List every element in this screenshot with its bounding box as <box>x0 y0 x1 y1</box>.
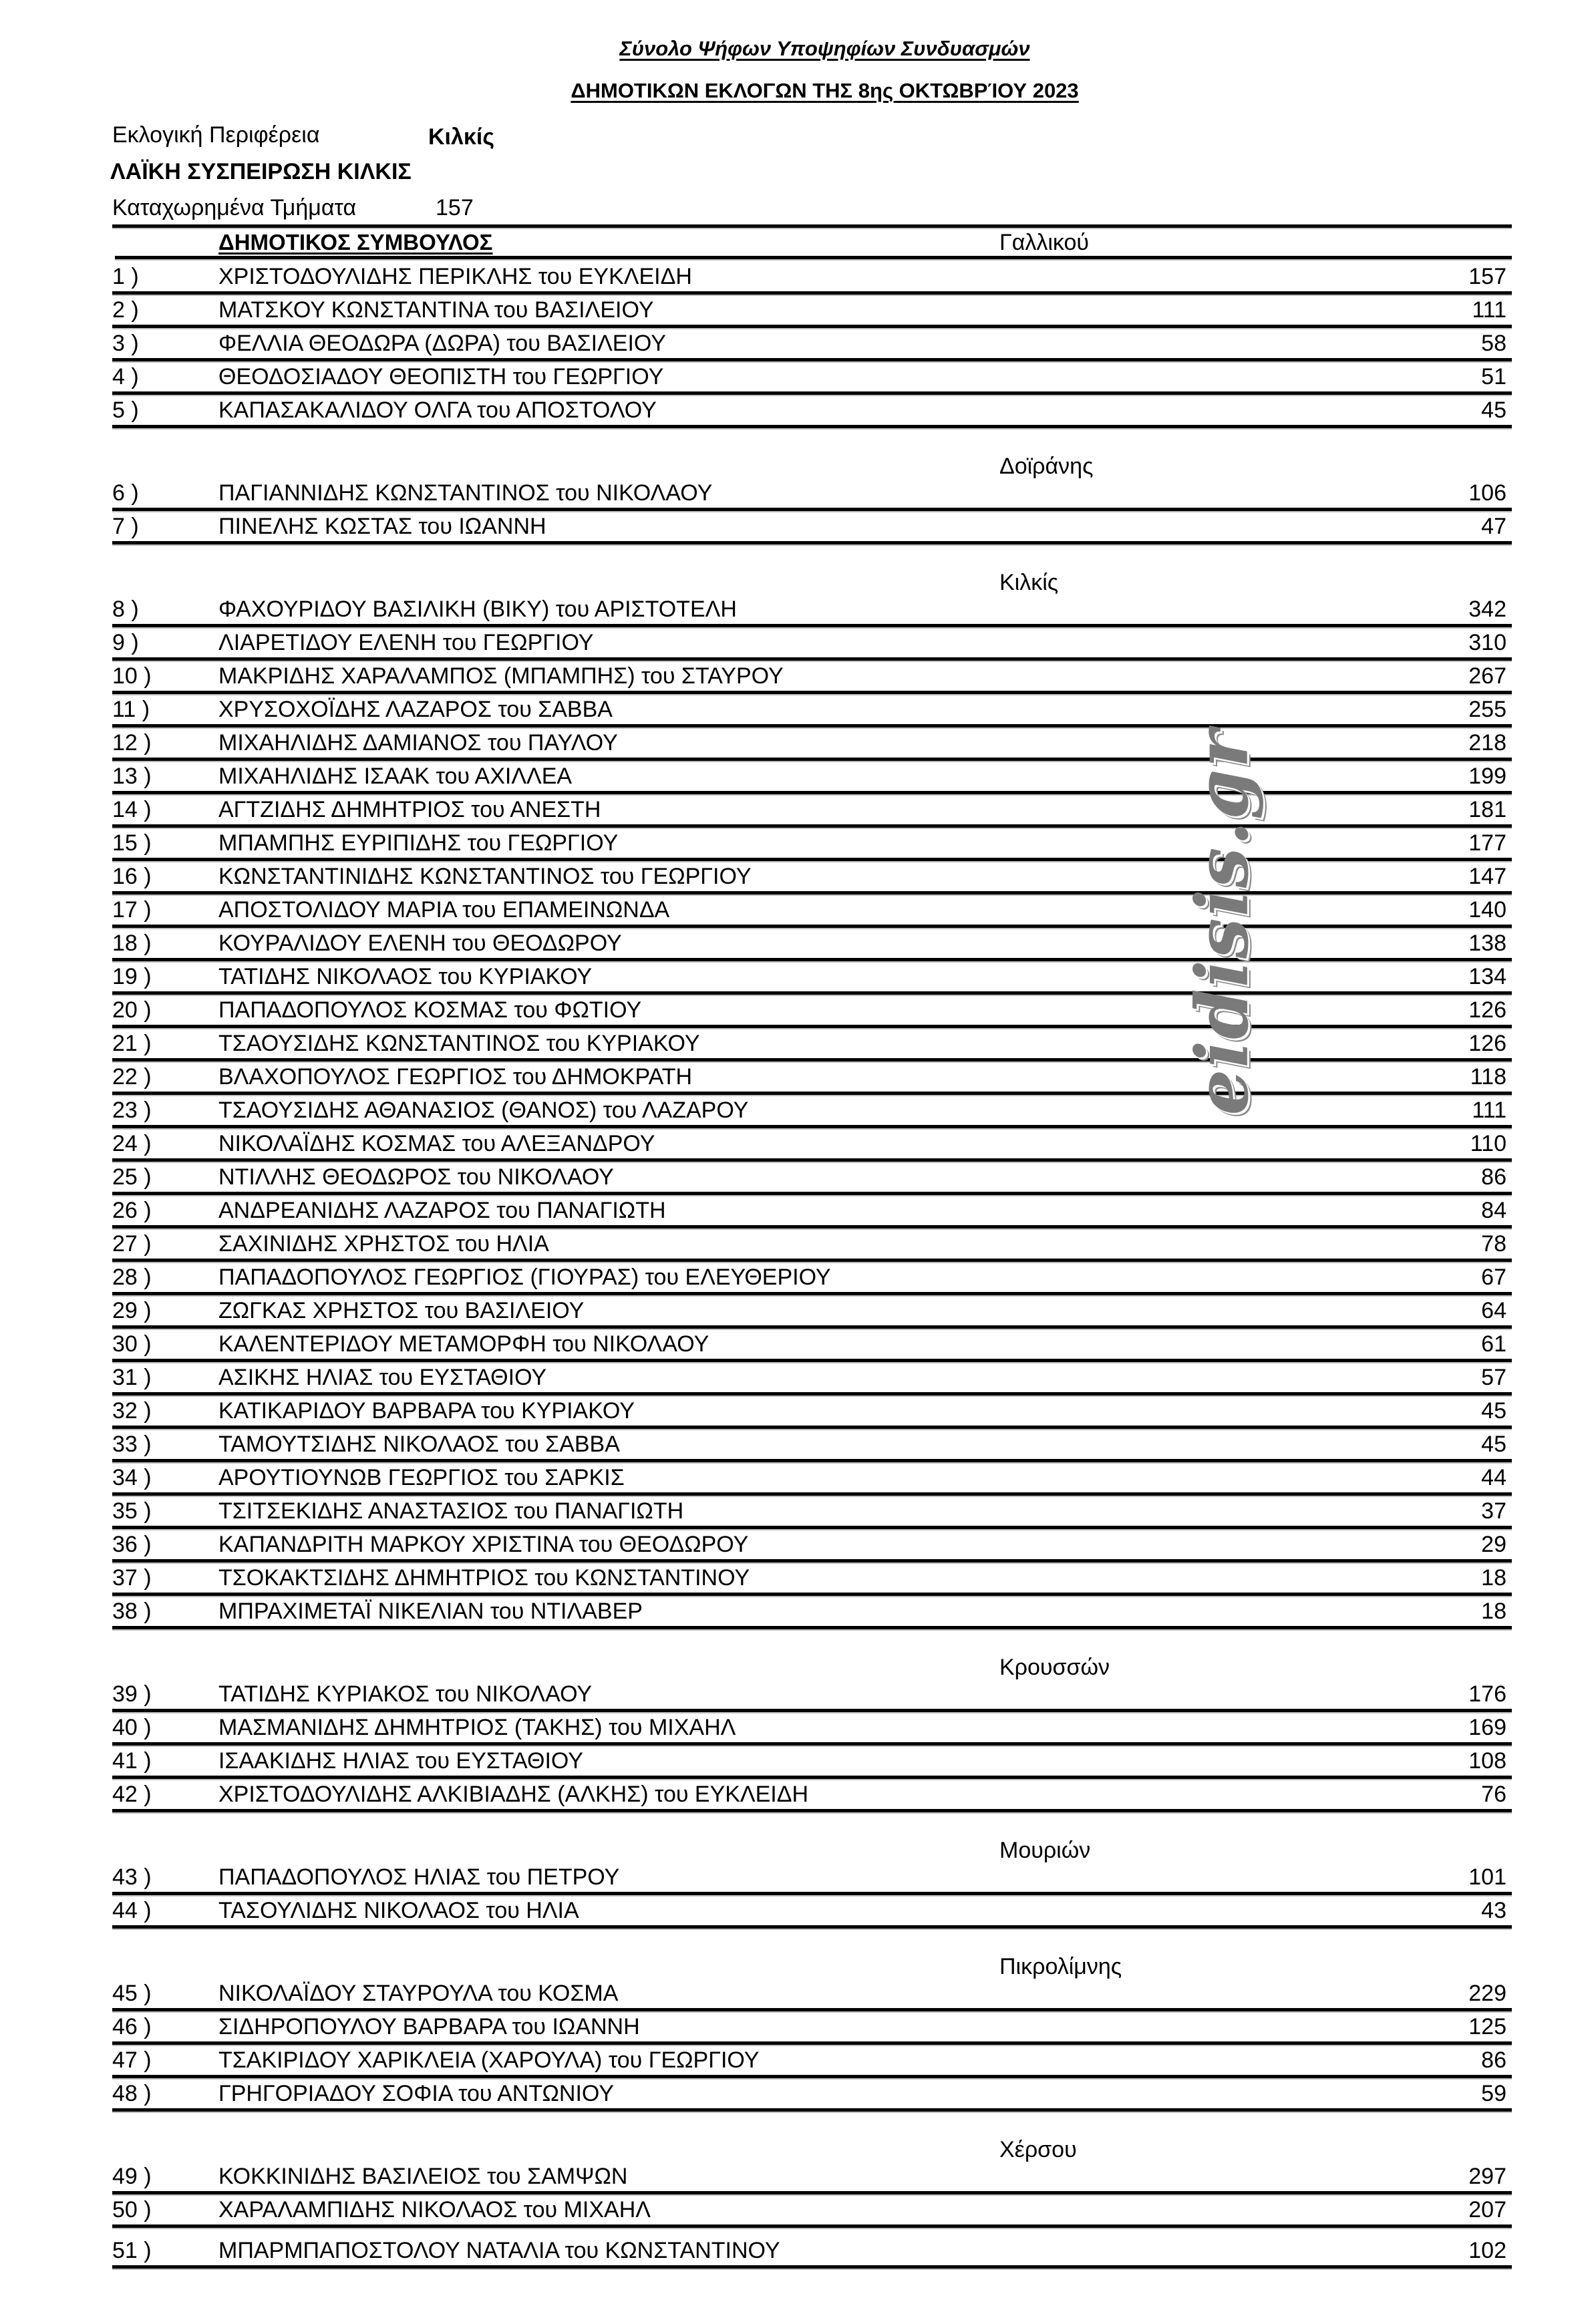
vote-count: 126 <box>1468 1031 1506 1056</box>
vote-count: 86 <box>1481 2047 1506 2073</box>
vote-count: 207 <box>1468 2197 1506 2222</box>
table-row <box>112 1029 1512 1061</box>
table-row <box>112 1597 1512 1629</box>
candidate-name: ΤΑΣΟΥΛΙΔΗΣ ΝΙΚΟΛΑΟΣ του ΗΛΙΑ <box>218 1898 579 1923</box>
row-number: 42 ) <box>112 1782 152 1807</box>
vote-count: 310 <box>1468 630 1506 655</box>
vote-count: 67 <box>1481 1265 1506 1290</box>
candidate-name: ΜΑΤΣΚΟΥ ΚΩΝΣΤΑΝΤΙΝΑ του ΒΑΣΙΛΕΙΟΥ <box>218 297 654 323</box>
vote-count: 267 <box>1468 663 1506 689</box>
candidate-name: ΑΝΔΡΕΑΝΙΔΗΣ ΛΑΖΑΡΟΣ του ΠΑΝΑΓΙΩΤΗ <box>218 1198 666 1223</box>
table-row <box>112 1680 1512 1712</box>
table-row <box>112 629 1512 661</box>
vote-count: 297 <box>1468 2164 1506 2189</box>
document-subtitle: ΔΗΜΟΤΙΚΩΝ ΕΚΛΟΓΩΝ ΤΗΣ 8ης ΟΚΤΩΒΡΊΟΥ 2023 <box>571 79 1079 102</box>
table-row <box>112 1979 1512 2011</box>
table-row <box>112 2196 1512 2228</box>
table-row <box>112 1863 1512 1895</box>
candidate-name: ΧΡΙΣΤΟΔΟΥΛΙΔΗΣ ΑΛΚΙΒΙΑΔΗΣ (ΑΛΚΗΣ) του ΕΥΚΛΕΙΔΗ <box>218 1782 809 1807</box>
row-number: 8 ) <box>112 597 139 622</box>
vote-count: 45 <box>1481 397 1506 423</box>
table-row <box>112 363 1512 395</box>
table-row <box>112 762 1512 794</box>
table-row <box>112 1330 1512 1362</box>
row-number: 36 ) <box>112 1532 152 1557</box>
candidate-name: ΒΛΑΧΟΠΟΥΛΟΣ ΓΕΩΡΓΙΟΣ του ΔΗΜΟΚΡΑΤΗ <box>218 1064 693 1090</box>
row-number: 5 ) <box>112 397 139 423</box>
vote-count: 106 <box>1468 480 1506 506</box>
table-row <box>112 862 1512 894</box>
row-number: 7 ) <box>112 514 139 539</box>
row-number: 16 ) <box>112 864 152 889</box>
vote-count: 84 <box>1481 1198 1506 1223</box>
table-row <box>112 896 1512 928</box>
table-row <box>112 996 1512 1028</box>
vote-count: 199 <box>1468 764 1506 789</box>
document-title: Σύνολο Ψήφων Υποψηφίων Συνδυασμών <box>619 37 1030 60</box>
table-body <box>112 261 1512 2269</box>
vote-count: 86 <box>1481 1164 1506 1190</box>
row-number: 9 ) <box>112 630 139 655</box>
table-row <box>112 1430 1512 1462</box>
vote-count: 140 <box>1468 897 1506 923</box>
candidate-name: ΤΣΑΟΥΣΙΔΗΣ ΚΩΝΣΤΑΝΤΙΝΟΣ του ΚΥΡΙΑΚΟΥ <box>218 1031 700 1056</box>
row-number: 40 ) <box>112 1715 152 1740</box>
row-number: 15 ) <box>112 830 152 856</box>
section-label: Κιλκίς <box>999 570 1059 595</box>
candidate-name: ΠΑΠΑΔΟΠΟΥΛΟΣ ΗΛΙΑΣ του ΠΕΤΡΟΥ <box>218 1864 620 1890</box>
candidates-table <box>112 230 1512 2270</box>
candidate-name: ΜΑΣΜΑΝΙΔΗΣ ΔΗΜΗΤΡΙΟΣ (ΤΑΚΗΣ) του ΜΙΧΑΗΛ <box>218 1715 736 1740</box>
candidate-name: ΝΙΚΟΛΑΪΔΗΣ ΚΟΣΜΑΣ του ΑΛΕΞΑΝΔΡΟΥ <box>218 1131 655 1156</box>
candidate-name: ΘΕΟΔΟΣΙΑΔΟΥ ΘΕΟΠΙΣΤΗ του ΓΕΩΡΓΙΟΥ <box>218 364 664 389</box>
vote-count: 342 <box>1468 597 1506 622</box>
section-label: Δοϊράνης <box>999 454 1094 479</box>
table-row <box>112 963 1512 995</box>
row-number: 35 ) <box>112 1498 152 1524</box>
row-number: 18 ) <box>112 931 152 956</box>
vote-count: 181 <box>1468 797 1506 822</box>
row-number: 10 ) <box>112 663 152 689</box>
row-number: 45 ) <box>112 1981 152 2006</box>
candidate-name: ΖΩΓΚΑΣ ΧΡΗΣΤΟΣ του ΒΑΣΙΛΕΙΟΥ <box>218 1298 585 1323</box>
header-rule <box>115 256 1512 261</box>
candidate-name: ΠΑΓΙΑΝΝΙΔΗΣ ΚΩΝΣΤΑΝΤΙΝΟΣ του ΝΙΚΟΛΑΟΥ <box>218 480 713 506</box>
table-row <box>112 1896 1512 1929</box>
candidate-name: ΤΑΤΙΔΗΣ ΚΥΡΙΑΚΟΣ του ΝΙΚΟΛΑΟΥ <box>218 1681 593 1707</box>
candidate-name: ΜΙΧΑΗΛΙΔΗΣ ΙΣΑΑΚ του ΑΧΙΛΛΕΑ <box>218 764 573 789</box>
candidate-name: ΓΡΗΓΟΡΙΑΔΟΥ ΣΟΦΙΑ του ΑΝΤΩΝΙΟΥ <box>218 2081 614 2106</box>
table-row <box>112 2013 1512 2045</box>
section-heading <box>112 430 1512 479</box>
section-heading <box>112 1930 1512 1979</box>
row-number: 27 ) <box>112 1231 152 1257</box>
table-row <box>112 1263 1512 1295</box>
table-row <box>112 512 1512 544</box>
vote-count: 18 <box>1481 1565 1506 1591</box>
vote-count: 111 <box>1472 1098 1506 1123</box>
table-row <box>112 1397 1512 1429</box>
table-row <box>112 2162 1512 2194</box>
vote-count: 169 <box>1468 1715 1506 1740</box>
table-row <box>112 329 1512 361</box>
row-number: 4 ) <box>112 364 139 389</box>
candidate-name: ΚΑΠΑΝΔΡΙΤΗ ΜΑΡΚΟΥ ΧΡΙΣΤΙΝΑ του ΘΕΟΔΩΡΟΥ <box>218 1532 749 1557</box>
section-label: Μουριών <box>999 1838 1091 1863</box>
registered-sections-value: 157 <box>436 195 474 220</box>
candidate-name: ΚΑΤΙΚΑΡΙΔΟΥ ΒΑΡΒΑΡΑ του ΚΥΡΙΑΚΟΥ <box>218 1398 635 1424</box>
candidate-name: ΚΑΛΕΝΤΕΡΙΔΟΥ ΜΕΤΑΜΟΡΦΗ του ΝΙΚΟΛΑΟΥ <box>218 1331 709 1357</box>
vote-count: 147 <box>1468 864 1506 889</box>
vote-count: 134 <box>1468 964 1506 989</box>
candidate-name: ΤΣΑΚΙΡΙΔΟΥ ΧΑΡΙΚΛΕΙΑ (ΧΑΡΟΥΛΑ) του ΓΕΩΡΓΙΟΥ <box>218 2047 760 2073</box>
table-row <box>112 396 1512 428</box>
vote-count: 138 <box>1468 931 1506 956</box>
row-number: 2 ) <box>112 297 139 323</box>
candidate-name: ΚΟΥΡΑΛΙΔΟΥ ΕΛΕΝΗ του ΘΕΟΔΩΡΟΥ <box>218 931 622 956</box>
table-row <box>112 1063 1512 1095</box>
table-row <box>112 1163 1512 1195</box>
row-number: 32 ) <box>112 1398 152 1424</box>
table-row <box>112 1230 1512 1262</box>
vote-count: 78 <box>1481 1231 1506 1257</box>
column-header-councillor: ΔΗΜΟΤΙΚΟΣ ΣΥΜΒΟΥΛΟΣ <box>218 230 493 255</box>
vote-count: 157 <box>1468 264 1506 289</box>
row-number: 50 ) <box>112 2197 152 2222</box>
candidate-name: ΚΑΠΑΣΑΚΑΛΙΔΟΥ ΟΛΓΑ του ΑΠΟΣΤΟΛΟΥ <box>218 397 657 423</box>
row-number: 29 ) <box>112 1298 152 1323</box>
vote-count: 255 <box>1468 697 1506 722</box>
section-heading <box>112 546 1512 595</box>
candidate-name: ΝΤΙΛΛΗΣ ΘΕΟΔΩΡΟΣ του ΝΙΚΟΛΑΟΥ <box>218 1164 614 1190</box>
row-number: 3 ) <box>112 331 139 356</box>
vote-count: 76 <box>1481 1782 1506 1807</box>
candidate-name: ΧΡΥΣΟΧΟΪΔΗΣ ΛΑΖΑΡΟΣ του ΣΑΒΒΑ <box>218 697 613 722</box>
candidate-name: ΙΣΑΑΚΙΔΗΣ ΗΛΙΑΣ του ΕΥΣΤΑΘΙΟΥ <box>218 1748 583 1774</box>
section-label: Πικρολίμνης <box>999 1954 1122 1979</box>
vote-count: 102 <box>1468 2238 1506 2263</box>
vote-count: 118 <box>1470 1064 1506 1090</box>
table-row <box>112 296 1512 328</box>
row-number: 44 ) <box>112 1898 152 1923</box>
watermark-text: eidisis.gr <box>1180 728 1265 1116</box>
vote-count: 229 <box>1468 1981 1506 2006</box>
table-row <box>112 1464 1512 1496</box>
row-number: 21 ) <box>112 1031 152 1056</box>
vote-count: 58 <box>1481 331 1506 356</box>
candidate-name: ΣΙΔΗΡΟΠΟΥΛΟΥ ΒΑΡΒΑΡΑ του ΙΩΑΝΝΗ <box>218 2014 640 2039</box>
table-row <box>112 1747 1512 1779</box>
header-top-rule <box>112 224 1512 229</box>
table-row <box>112 1130 1512 1162</box>
row-number: 13 ) <box>112 764 152 789</box>
table-row <box>112 695 1512 727</box>
candidate-name: ΤΣΟΚΑΚΤΣΙΔΗΣ ΔΗΜΗΤΡΙΟΣ του ΚΩΝΣΤΑΝΤΙΝΟΥ <box>218 1565 750 1591</box>
vote-count: 126 <box>1468 997 1506 1023</box>
table-row <box>112 2046 1512 2078</box>
candidate-name: ΤΑΤΙΔΗΣ ΝΙΚΟΛΑΟΣ του ΚΥΡΙΑΚΟΥ <box>218 964 593 989</box>
candidate-name: ΚΩΝΣΤΑΝΤΙΝΙΔΗΣ ΚΩΝΣΤΑΝΤΙΝΟΣ του ΓΕΩΡΓΙΟΥ <box>218 864 752 889</box>
table-row <box>112 829 1512 861</box>
row-number: 17 ) <box>112 897 152 923</box>
vote-count: 45 <box>1481 1432 1506 1457</box>
row-number: 14 ) <box>112 797 152 822</box>
row-number: 47 ) <box>112 2047 152 2073</box>
row-number: 24 ) <box>112 1131 152 1156</box>
section-label: Κρουσσών <box>999 1655 1110 1680</box>
vote-count: 47 <box>1481 514 1506 539</box>
candidate-name: ΤΣΙΤΣΕΚΙΔΗΣ ΑΝΑΣΤΑΣΙΟΣ του ΠΑΝΑΓΙΩΤΗ <box>218 1498 684 1524</box>
row-number: 43 ) <box>112 1864 152 1890</box>
row-number: 6 ) <box>112 480 139 506</box>
candidate-name: ΦΑΧΟΥΡΙΔΟΥ ΒΑΣΙΛΙΚΗ (ΒΙΚΥ) του ΑΡΙΣΤΟΤΕΛΗ <box>218 597 737 622</box>
table-row <box>112 1297 1512 1329</box>
candidate-name: ΑΣΙΚΗΣ ΗΛΙΑΣ του ΕΥΣΤΑΘΙΟΥ <box>218 1365 547 1390</box>
table-row <box>112 1497 1512 1529</box>
candidate-name: ΜΠΑΜΠΗΣ ΕΥΡΙΠΙΔΗΣ του ΓΕΩΡΓΙΟΥ <box>218 830 619 856</box>
candidate-name: ΣΑΧΙΝΙΔΗΣ ΧΡΗΣΤΟΣ του ΗΛΙΑ <box>218 1231 549 1257</box>
vote-count: 57 <box>1481 1365 1506 1390</box>
row-number: 12 ) <box>112 730 152 756</box>
row-number: 19 ) <box>112 964 152 989</box>
candidate-name: ΠΑΠΑΔΟΠΟΥΛΟΣ ΓΕΩΡΓΙΟΣ (ΓΙΟΥΡΑΣ) του ΕΛΕΥΘΕΡΙΟΥ <box>218 1265 831 1290</box>
candidate-name: ΤΣΑΟΥΣΙΔΗΣ ΑΘΑΝΑΣΙΟΣ (ΘΑΝΟΣ) του ΛΑΖΑΡΟΥ <box>218 1098 749 1123</box>
vote-count: 111 <box>1472 297 1506 323</box>
row-number: 11 ) <box>112 697 150 722</box>
row-number: 37 ) <box>112 1565 152 1591</box>
vote-count: 101 <box>1468 1864 1506 1890</box>
row-number: 38 ) <box>112 1599 152 1624</box>
table-row <box>112 1564 1512 1596</box>
candidate-name: ΤΑΜΟΥΤΣΙΔΗΣ ΝΙΚΟΛΑΟΣ του ΣΑΒΒΑ <box>218 1432 620 1457</box>
row-number: 51 ) <box>112 2238 152 2263</box>
row-number: 1 ) <box>112 264 139 289</box>
vote-count: 18 <box>1481 1599 1506 1624</box>
candidate-name: ΧΑΡΑΛΑΜΠΙΔΗΣ ΝΙΚΟΛΑΟΣ του ΜΙΧΑΗΛ <box>218 2197 651 2222</box>
row-number: 28 ) <box>112 1265 152 1290</box>
vote-count: 176 <box>1468 1681 1506 1707</box>
table-row <box>112 1363 1512 1395</box>
candidate-name: ΧΡΙΣΤΟΔΟΥΛΙΔΗΣ ΠΕΡΙΚΛΗΣ του ΕΥΚΛΕΙΔΗ <box>218 264 692 289</box>
party-name: ΛΑΪΚΗ ΣΥΣΠΕΙΡΩΣΗ ΚΙΛΚΙΣ <box>110 159 412 184</box>
vote-count: 43 <box>1481 1898 1506 1923</box>
vote-count: 218 <box>1468 730 1506 756</box>
vote-count: 61 <box>1481 1331 1506 1357</box>
candidate-name: ΑΡΟΥΤΙΟΥΝΩΒ ΓΕΩΡΓΙΟΣ του ΣΑΡΚΙΣ <box>218 1465 625 1490</box>
candidate-name: ΜΙΧΑΗΛΙΔΗΣ ΔΑΜΙΑΝΟΣ του ΠΑΥΛΟΥ <box>218 730 618 756</box>
table-row <box>112 1196 1512 1228</box>
row-number: 30 ) <box>112 1331 152 1357</box>
vote-count: 177 <box>1468 830 1506 856</box>
row-number: 49 ) <box>112 2164 152 2189</box>
registered-sections-label: Καταχωρημένα Τμήματα <box>112 195 357 220</box>
row-number: 26 ) <box>112 1198 152 1223</box>
candidate-name: ΠΑΠΑΔΟΠΟΥΛΟΣ ΚΟΣΜΑΣ του ΦΩΤΙΟΥ <box>218 997 642 1023</box>
row-number: 33 ) <box>112 1432 152 1457</box>
candidate-name: ΜΠΡΑΧΙΜΕΤΑΪ ΝΙΚΕΛΙΑΝ του ΝΤΙΛΑΒΕΡ <box>218 1599 643 1624</box>
candidate-name: ΝΙΚΟΛΑΪΔΟΥ ΣΤΑΥΡΟΥΛΑ του ΚΟΣΜΑ <box>218 1981 619 2006</box>
candidate-name: ΜΑΚΡΙΔΗΣ ΧΑΡΑΛΑΜΠΟΣ (ΜΠΑΜΠΗΣ) του ΣΤΑΥΡΟΥ <box>218 663 784 689</box>
table-row <box>112 261 1512 295</box>
district-value: Κιλκίς <box>428 124 494 150</box>
table-row <box>112 2080 1512 2112</box>
vote-count: 44 <box>1481 1465 1506 1490</box>
table-row <box>112 1530 1512 1562</box>
vote-count: 108 <box>1468 1748 1506 1774</box>
section-label: Χέρσου <box>999 2137 1077 2162</box>
candidate-name: ΚΟΚΚΙΝΙΔΗΣ ΒΑΣΙΛΕΙΟΣ του ΣΑΜΨΩΝ <box>218 2164 628 2189</box>
row-number: 39 ) <box>112 1681 152 1707</box>
section-heading <box>112 1631 1512 1680</box>
row-number: 34 ) <box>112 1465 152 1490</box>
table-row <box>112 1713 1512 1746</box>
vote-count: 37 <box>1481 1498 1506 1524</box>
district-label: Εκλογική Περιφέρεια <box>112 122 320 148</box>
table-row <box>112 595 1512 627</box>
vote-count: 64 <box>1481 1298 1506 1323</box>
vote-count: 51 <box>1481 364 1506 389</box>
candidate-name: ΑΓΤΖΙΔΗΣ ΔΗΜΗΤΡΙΟΣ του ΑΝΕΣΤΗ <box>218 797 601 822</box>
vote-count: 110 <box>1470 1131 1506 1156</box>
section-label: Γαλλικού <box>999 230 1090 255</box>
row-number: 23 ) <box>112 1098 152 1123</box>
section-heading <box>112 2113 1512 2162</box>
vote-count: 45 <box>1481 1398 1506 1424</box>
table-row <box>112 1780 1512 1812</box>
row-number: 41 ) <box>112 1748 152 1774</box>
candidate-name: ΑΠΟΣΤΟΛΙΔΟΥ ΜΑΡΙΑ του ΕΠΑΜΕΙΝΩΝΔΑ <box>218 897 670 923</box>
candidate-name: ΛΙΑΡΕΤΙΔΟΥ ΕΛΕΝΗ του ΓΕΩΡΓΙΟΥ <box>218 630 594 655</box>
row-number: 22 ) <box>112 1064 152 1090</box>
table-row <box>112 729 1512 761</box>
vote-count: 125 <box>1468 2014 1506 2039</box>
table-row <box>112 929 1512 961</box>
table-row <box>112 796 1512 828</box>
table-row <box>112 479 1512 511</box>
row-number: 46 ) <box>112 2014 152 2039</box>
row-number: 48 ) <box>112 2081 152 2106</box>
table-row <box>112 662 1512 694</box>
candidate-name: ΜΠΑΡΜΠΑΠΟΣΤΟΛΟΥ ΝΑΤΑΛΙΑ του ΚΩΝΣΤΑΝΤΙΝΟΥ <box>218 2238 780 2263</box>
table-row <box>112 2229 1512 2269</box>
row-number: 25 ) <box>112 1164 152 1190</box>
table-row <box>112 1096 1512 1128</box>
table-header <box>112 230 1512 256</box>
candidate-name: ΠΙΝΕΛΗΣ ΚΩΣΤΑΣ του ΙΩΑΝΝΗ <box>218 514 546 539</box>
section-heading <box>112 1814 1512 1863</box>
row-number: 31 ) <box>112 1365 152 1390</box>
candidate-name: ΦΕΛΛΙΑ ΘΕΟΔΩΡΑ (ΔΩΡΑ) του ΒΑΣΙΛΕΙΟΥ <box>218 331 666 356</box>
vote-count: 29 <box>1481 1532 1506 1557</box>
row-number: 20 ) <box>112 997 152 1023</box>
vote-count: 59 <box>1481 2081 1506 2106</box>
